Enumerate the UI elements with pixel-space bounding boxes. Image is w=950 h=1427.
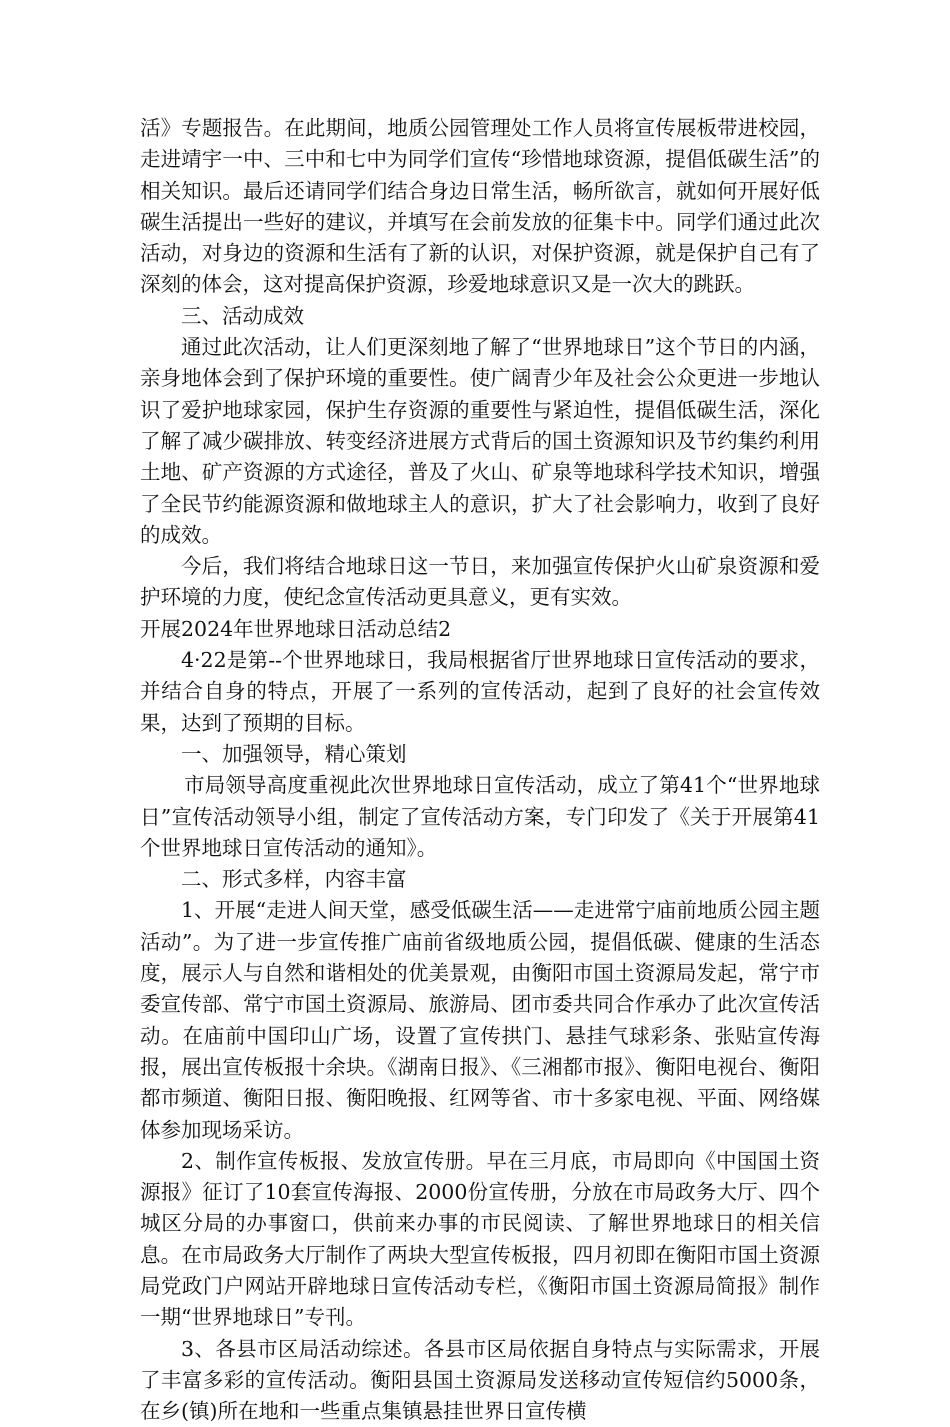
section-heading: 二、形式多样，内容丰富 xyxy=(181,867,407,892)
section-heading: 三、活动成效 xyxy=(181,303,304,328)
body-paragraph: 1、开展“走进人间天堂，感受低碳生活——走进常宁庙前地质公园主题活动”。为了进一步宣传推广庙前省级地质公园，提倡低碳、健康的生活态度，展示人与自然和谐相处的优美景观，由衡阳市国土资源局发起，常宁市委宣传部、常宁市国土资源局、旅游局、团市委共同合作承办了此次宣传活动。在庙前中国印山广场，设置了宣传拱门、悬挂气球彩条、张贴宣传海报，展出宣传板报十余块。《湖南日报》、《三湘都市报》、衡阳电视台、衡阳都市频道、衡阳日报、衡阳晚报、红网等省、市十多家电视、平面、网络媒体参加现场采访。 xyxy=(140,898,820,1142)
section-heading: 一、加强领导，精心策划 xyxy=(181,741,407,766)
body-paragraph: 活》专题报告。在此期间，地质公园管理处工作人员将宣传展板带进校园，走进靖宇一中、三中和七中为同学们宣传“珍惜地球资源，提倡低碳生活”的相关知识。最后还请同学们结合身边日常生活，畅所欲言，就如何开展好低碳生活提出一些好的建议，并填写在会前发放的征集卡中。同学们通过此次活动，对身边的资源和生活有了新的认识，对保护资源，就是保护自己有了深刻的体会，这对提高保护资源，珍爱地球意识又是一次大的跳跃。 xyxy=(140,116,820,297)
body-paragraph: 市局领导高度重视此次世界地球日宣传活动，成立了第41个“世界地球日”宣传活动领导小组，制定了宣传活动方案，专门印发了《关于开展第41个世界地球日宣传活动的通知》。 xyxy=(140,773,820,860)
document-subtitle: 开展2024年世界地球日活动总结2 xyxy=(140,616,452,641)
body-paragraph: 2、制作宣传板报、发放宣传册。早在三月底，市局即向《中国国土资源报》征订了10套宣传海报、2000份宣传册，分放在市局政务大厅、四个城区分局的办事窗口，供前来办事的市民阅读、了解世界地球日的相关信息。在市局政务大厅制作了两块大型宣传板报，四月初即在衡阳市国土资源局党政门户网站开辟地球日宣传活动专栏，《衡阳市国土资源局简报》制作一期“世界地球日”专刊。 xyxy=(140,1148,820,1330)
body-paragraph: 通过此次活动，让人们更深刻地了解了“世界地球日”这个节日的内涵，亲身地体会到了保护环境的重要性。使广阔青少年及社会公众更进一步地认识了爱护地球家园，保护生存资源的重要性与紧迫性，提倡低碳生活，深化了解了减少碳排放、转变经济进展方式背后的国土资源知识及节约集约利用土地、矿产资源的方式途径，普及了火山、矿泉等地球科学技术知识，增强了全民节约能源资源和做地球主人的意识，扩大了社会影响力，收到了良好的成效。 xyxy=(140,335,820,547)
body-paragraph: 4·22是第--个世界地球日，我局根据省厅世界地球日宣传活动的要求，并结合自身的特点，开展了一系列的宣传活动，起到了良好的社会宣传效果，达到了预期的目标。 xyxy=(140,648,820,735)
document-body xyxy=(140,113,820,1427)
body-paragraph: 3、各县市区局活动综述。各县市区局依据自身特点与实际需求，开展了丰富多彩的宣传活动。衡阳县国土资源局发送移动宣传短信约5000条，在乡(镇)所在地和一些重点集镇悬挂世界日宣传横 xyxy=(140,1336,820,1424)
body-paragraph: 今后，我们将结合地球日这一节日，来加强宣传保护火山矿泉资源和爱护环境的力度，使纪念宣传活动更具意义，更有实效。 xyxy=(140,554,820,610)
